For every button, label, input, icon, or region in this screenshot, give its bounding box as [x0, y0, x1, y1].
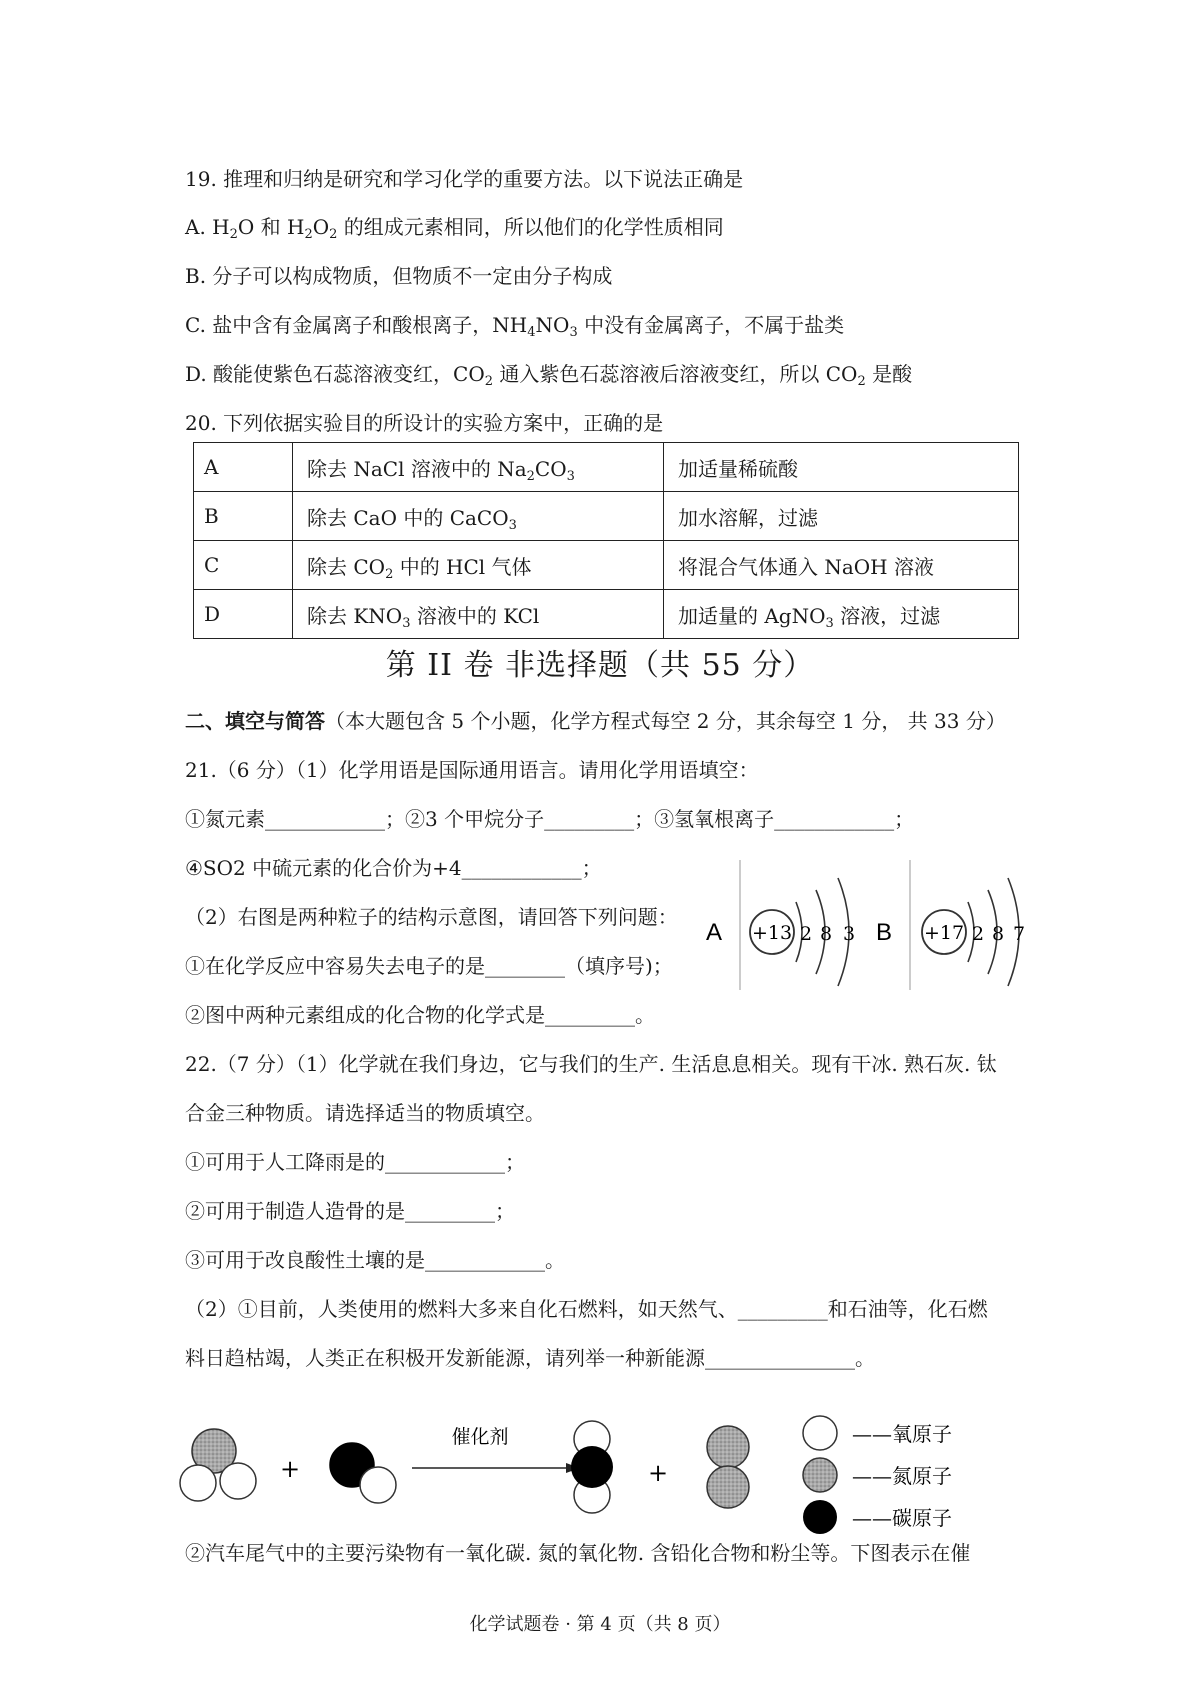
q22-item1: ①可用于人工降雨是的____________； — [185, 1150, 525, 1174]
option-method: 加适量的 AgNO$_3$ 溶液，过滤 — [664, 590, 1019, 639]
atom-structure-diagram — [700, 860, 1030, 990]
svg-text:B: B — [876, 919, 893, 946]
svg-text:+13: +13 — [751, 922, 793, 944]
q19-option-d: D. 酸能使紫色石蕊溶液变红，$CO_2$ 通入紫色石蕊溶液后溶液变红，所以 $CO_2$ 是酸 — [185, 362, 913, 389]
plus-sign: + — [279, 1455, 301, 1483]
table-row — [194, 590, 1019, 639]
q22-part2-a: （2）①目前，人类使用的燃料大多来自化石燃料，如天然气、_________和石油等，化石燃 — [185, 1297, 988, 1321]
q21-stem: 21.（6 分）（1）化学用语是国际通用语言。请用化学用语填空： — [185, 758, 759, 782]
q22-stem-1: 22.（7 分）（1）化学就在我们身边，它与我们的生产. 生活息息相关。现有干冰. 熟石灰. 钛 — [185, 1052, 997, 1076]
svg-text:2: 2 — [799, 923, 813, 945]
option-letter: B — [194, 492, 293, 541]
svg-text:8: 8 — [991, 923, 1005, 945]
q21-part2-item1: ①在化学反应中容易失去电子的是________（填序号)； — [185, 954, 673, 978]
svg-text:+17: +17 — [923, 922, 965, 944]
q19-option-a: A. $H_2O$ 和 $H_2O_2$ 的组成元素相同，所以他们的化学性质相同 — [185, 215, 724, 242]
q22-stem-2: 合金三种物质。请选择适当的物质填空。 — [185, 1101, 545, 1125]
svg-text:2: 2 — [971, 923, 985, 945]
q19-stem: 19. 推理和归纳是研究和学习化学的重要方法。以下说法正确是 — [185, 167, 744, 191]
svg-text:8: 8 — [819, 923, 833, 945]
atom-legend — [803, 1416, 952, 1534]
carbon-dioxide-molecule — [571, 1421, 613, 1513]
section-title: 第 II 卷 非选择题（共 55 分） — [385, 648, 815, 683]
q21-line2: ④SO2 中硫元素的化合价为+4____________； — [185, 856, 602, 880]
option-method: 将混合气体通入 NaOH 溶液 — [664, 541, 1019, 590]
option-letter: A — [194, 443, 293, 492]
svg-text:催化剂: 催化剂 — [451, 1427, 509, 1448]
reaction-arrow — [412, 1426, 580, 1473]
option-aim: 除去 $KNO_3$ 溶液中的 KCl — [293, 590, 664, 639]
svg-text:7: 7 — [1012, 923, 1026, 945]
svg-text:3: 3 — [842, 923, 856, 945]
table-row — [194, 443, 1019, 492]
part2-heading: 二、填空与简答（本大题包含 5 个小题，化学方程式每空 2 分，其余每空 1 分， 共 33 分） — [185, 709, 1006, 733]
q22-item3: ③可用于改良酸性土壤的是____________。 — [185, 1248, 565, 1272]
option-method: 加水溶解，过滤 — [664, 492, 1019, 541]
svg-text:A: A — [706, 919, 723, 946]
q19-option-b: B. 分子可以构成物质，但物质不一定由分子构成 — [185, 264, 613, 288]
q20-stem: 20. 下列依据实验目的所设计的实验方案中，正确的是 — [185, 411, 664, 435]
q22-part2-c: ②汽车尾气中的主要污染物有一氧化碳. 氮的氧化物. 含铅化合物和粉尘等。下图表示在催 — [185, 1541, 971, 1565]
plus-sign: + — [647, 1459, 669, 1487]
option-method: 加适量稀硫酸 — [664, 443, 1019, 492]
option-letter: D — [194, 590, 293, 639]
q19-option-c: C. 盐中含有金属离子和酸根离子，$NH_4NO_3$ 中没有金属离子，不属于盐类 — [185, 313, 845, 340]
nitrogen-molecule — [707, 1426, 749, 1508]
q21-line1: ①氮元素____________；②3 个甲烷分子_________；③氢氧根离子____________； — [185, 807, 915, 831]
page-footer: 化学试题卷 · 第 4 页（共 8 页） — [469, 1614, 731, 1635]
q21-part2-item2: ②图中两种元素组成的化合物的化学式是_________。 — [185, 1003, 655, 1027]
option-aim: 除去 CaO 中的 CaCO$_3$ — [293, 492, 664, 541]
svg-text:——氧原子: ——氧原子 — [852, 1422, 952, 1446]
svg-text:——碳原子: ——碳原子 — [852, 1506, 952, 1530]
table-row — [194, 492, 1019, 541]
q22-item2: ②可用于制造人造骨的是_________； — [185, 1199, 515, 1223]
carbon-monoxide-molecule — [330, 1443, 396, 1503]
svg-text:——氮原子: ——氮原子 — [852, 1464, 952, 1488]
atom-b — [876, 878, 1025, 986]
option-aim: 除去 $CO_2$ 中的 HCl 气体 — [293, 541, 664, 590]
option-letter: C — [194, 541, 293, 590]
q21-part2: （2）右图是两种粒子的结构示意图，请回答下列问题： — [185, 905, 678, 929]
atom-a — [706, 878, 855, 986]
nitrogen-dioxide-molecule — [180, 1429, 256, 1501]
table-row — [194, 541, 1019, 590]
q20-options-table — [193, 442, 1019, 639]
reaction-diagram — [180, 1385, 1040, 1530]
option-aim: 除去 NaCl 溶液中的 $Na_2CO_3$ — [293, 443, 664, 492]
q22-part2-b: 料日趋枯竭，人类正在积极开发新能源，请列举一种新能源_______________。 — [185, 1346, 875, 1370]
